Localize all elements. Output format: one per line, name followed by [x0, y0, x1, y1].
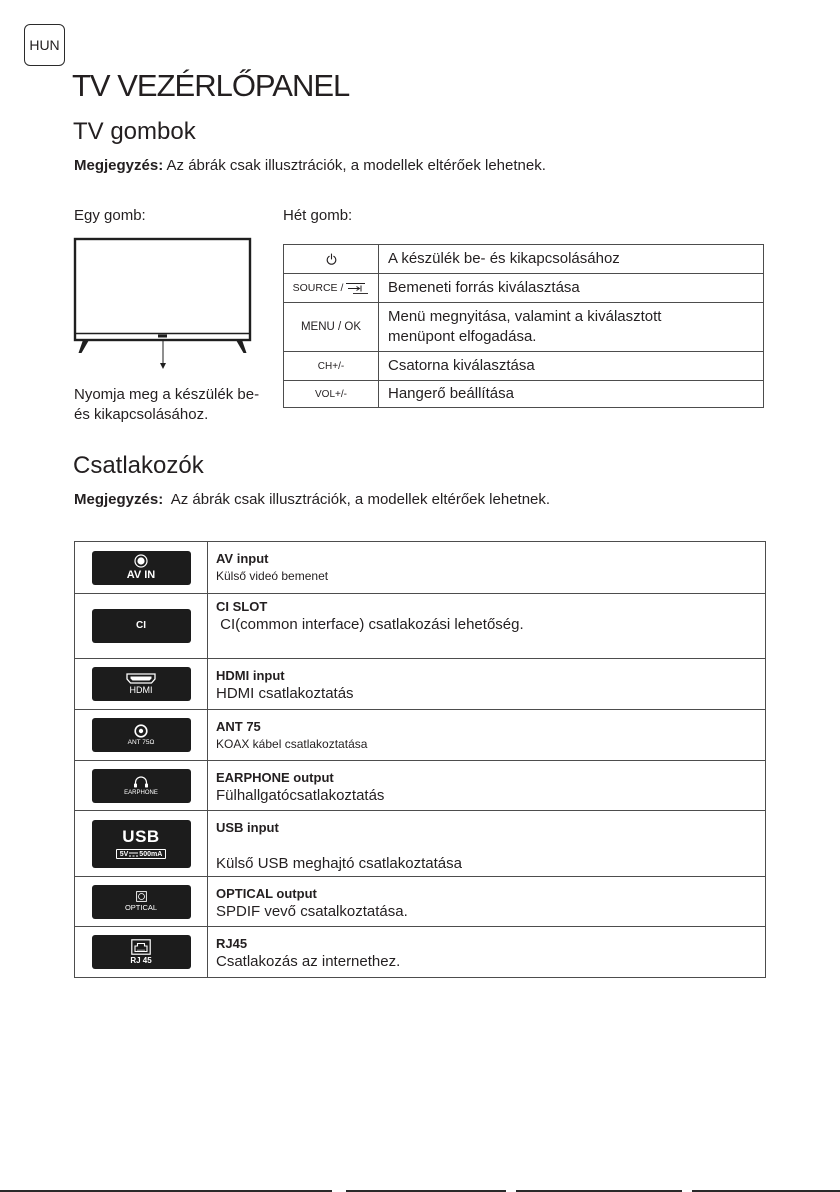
badge-cell [75, 877, 208, 927]
tv-power-button [158, 335, 167, 338]
badge-label: ANT 75Ω [127, 738, 155, 746]
connector-row-hdmi-input [75, 659, 766, 710]
connector-name: OPTICAL output [216, 886, 317, 901]
seven-button-label: Hét gomb: [283, 207, 353, 224]
connector-name: AV input [216, 551, 269, 566]
connector-text-cell [208, 659, 766, 710]
table-row [284, 381, 764, 408]
badge-label: CI [136, 620, 146, 631]
input-source-icon [345, 282, 369, 295]
section-heading-connectors: Csatlakozók [73, 452, 204, 479]
badge-label: HDMI [129, 685, 153, 695]
av-in-jack-icon [134, 554, 148, 568]
connector-row-ci-slot [75, 594, 766, 659]
earphone-badge [92, 769, 191, 803]
note-label: Megjegyzés: [74, 491, 164, 508]
hdmi-badge [92, 667, 191, 701]
page-title: TV VEZÉRLŐPANEL [72, 68, 350, 103]
connectors-table [74, 541, 766, 978]
tv-frame [75, 239, 250, 340]
table-row [284, 352, 764, 381]
note-tv-buttons [74, 157, 546, 175]
description-text: menüpont elfogadása. [388, 328, 537, 345]
tv-stand-left [79, 340, 90, 353]
description-text: A készülék be- és kikapcsolásához [388, 250, 620, 267]
language-tab [24, 24, 65, 66]
connector-row-rj45 [75, 927, 766, 978]
connector-name: CI SLOT [216, 599, 268, 614]
connector-text-cell [208, 811, 766, 877]
connector-name: EARPHONE output [216, 770, 334, 785]
badge-cell [75, 594, 208, 659]
table-row [284, 303, 764, 352]
blank-line [216, 836, 765, 854]
section-heading-tv-buttons: TV gombok [73, 118, 196, 145]
connector-row-av-input [75, 542, 766, 594]
description-cell [379, 274, 764, 303]
hdmi-port-icon [126, 673, 156, 684]
connector-description: CI(common interface) csatlakozási lehetőség. [216, 616, 524, 633]
key-label: SOURCE / [292, 282, 344, 294]
key-cell [284, 381, 379, 408]
dc-symbol-icon [129, 852, 138, 857]
key-label: MENU / OK [300, 321, 362, 333]
note-label: Megjegyzés: [74, 157, 164, 174]
description-cell [379, 352, 764, 381]
connector-description: Külső videó bemenet [216, 569, 329, 583]
key-cell [284, 303, 379, 352]
badge-label: AV IN [126, 569, 156, 581]
connector-row-antenna [75, 710, 766, 761]
pointer-arrow-head [160, 363, 166, 369]
description-text: Bemeneti forrás kiválasztása [388, 279, 580, 296]
table-row [284, 245, 764, 274]
connector-description: KOAX kábel csatlakoztatása [216, 737, 368, 751]
badge-cell [75, 811, 208, 877]
key-label: CH+/- [317, 360, 345, 372]
connector-row-usb-input [75, 811, 766, 877]
caption-line: Nyomja meg a készülék be- [74, 386, 260, 403]
single-button-caption [74, 385, 259, 425]
connector-name: HDMI input [216, 668, 285, 683]
ci-badge [92, 609, 191, 643]
usb-badge [92, 820, 191, 868]
key-cell [284, 352, 379, 381]
single-button-label: Egy gomb: [74, 207, 146, 224]
description-cell [379, 303, 764, 352]
note-connectors [74, 491, 550, 509]
description-cell [379, 245, 764, 274]
rating-voltage: 5V [119, 850, 129, 858]
connector-text-cell [208, 877, 766, 927]
description-text: Menü megnyitása, valamint a kiválasztott [388, 308, 662, 325]
connector-description: HDMI csatlakoztatás [216, 685, 354, 702]
av-in-badge [92, 551, 191, 585]
description-cell [379, 381, 764, 408]
connector-name: USB input [216, 820, 279, 835]
key-cell [284, 245, 379, 274]
table-row [284, 274, 764, 303]
connector-row-earphone-output [75, 761, 766, 811]
badge-label: RJ 45 [130, 956, 152, 965]
connector-text-cell [208, 594, 766, 659]
tv-illustration [70, 234, 260, 374]
rj45-badge [92, 935, 191, 969]
badge-label: OPTICAL [124, 903, 158, 913]
seven-button-table [283, 244, 764, 408]
connector-description: SPDIF vevő csatalkoztatása. [216, 903, 408, 920]
optical-badge [92, 885, 191, 919]
connector-row-optical-output [75, 877, 766, 927]
antenna-badge [92, 718, 191, 752]
connector-name: RJ45 [216, 936, 248, 951]
note-text: Az ábrák csak illusztrációk, a modellek eltérőek lehetnek. [163, 157, 546, 174]
connector-text-cell [208, 710, 766, 761]
badge-label: USB [122, 827, 160, 846]
connector-text-cell [208, 761, 766, 811]
connector-description: Fülhallgatócsatlakoztatás [216, 787, 385, 804]
usb-rating-box [116, 849, 167, 859]
description-text: Csatorna kiválasztása [388, 357, 535, 374]
caption-line: és kikapcsolásához. [74, 406, 209, 423]
badge-cell [75, 710, 208, 761]
optical-port-icon [136, 891, 147, 902]
badge-cell [75, 761, 208, 811]
rating-current: 500mA [139, 850, 163, 858]
connector-description: Külső USB meghajtó csatlakoztatása [216, 855, 462, 872]
badge-label: EARPHONE [124, 790, 158, 796]
connector-name: ANT 75 [216, 719, 261, 734]
key-label: VOL+/- [315, 388, 347, 400]
power-icon [326, 253, 337, 265]
connector-text-cell [208, 542, 766, 594]
language-tab-label: HUN [29, 37, 60, 53]
connector-text-cell [208, 927, 766, 978]
note-text: Az ábrák csak illusztrációk, a modellek eltérőek lehetnek. [163, 491, 551, 508]
key-cell [284, 274, 379, 303]
coax-port-icon [134, 724, 148, 738]
connector-description: Csatlakozás az internethez. [216, 953, 401, 970]
ethernet-port-icon [131, 939, 151, 955]
tv-stand-right [236, 340, 247, 353]
headphone-icon [133, 775, 149, 788]
description-text: Hangerő beállítása [388, 385, 514, 402]
badge-cell [75, 927, 208, 978]
badge-cell [75, 659, 208, 710]
badge-cell [75, 542, 208, 594]
